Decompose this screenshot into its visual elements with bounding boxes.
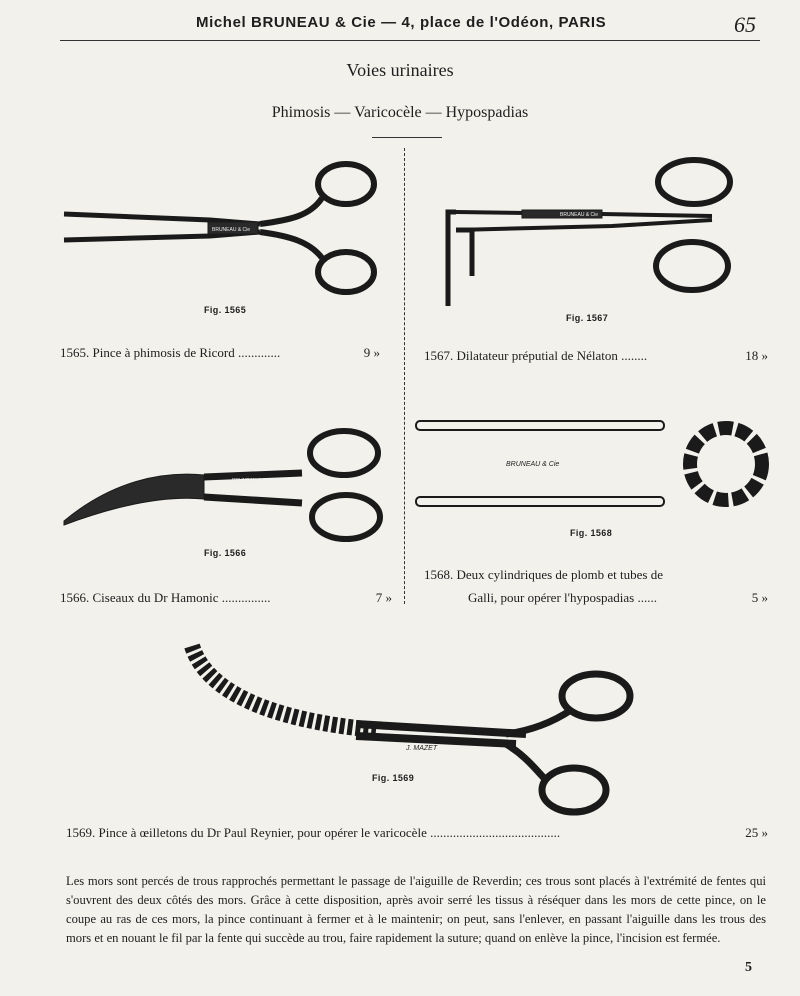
item-1567-text: 1567. Dilatateur préputial de Nélaton ........ — [424, 348, 648, 363]
fig1566-engraving: BRUNEAU & Cie — [232, 478, 271, 484]
item-1568-line2 — [468, 590, 768, 606]
fig1565-label: Fig. 1565 — [204, 305, 247, 315]
sheet-number: 5 — [745, 960, 752, 975]
fig1569-engraving: J. MAZET — [406, 745, 438, 752]
reynier-forceps-illustration — [186, 640, 636, 820]
item-1565-text: 1565. Pince à phimosis de Ricord ............. — [60, 345, 281, 360]
title-rule — [372, 137, 442, 138]
fig1567-label: Fig. 1567 — [566, 313, 609, 323]
item-1565 — [60, 345, 380, 361]
preputial-dilatator-illustration — [442, 156, 742, 306]
item-1566-price: 7 » — [375, 590, 392, 605]
fig1569-label: Fig. 1569 — [372, 773, 415, 783]
fig1568-engraving: BRUNEAU & Cie — [506, 461, 560, 468]
item-1569-price: 25 » — [745, 825, 768, 840]
page-number: 65 — [734, 12, 756, 37]
page-header — [60, 14, 760, 41]
item-1568-line1: 1568. Deux cylindriques de plomb et tubes de — [424, 567, 664, 582]
column-divider — [404, 148, 405, 604]
fig1566-label: Fig. 1566 — [204, 548, 247, 558]
item-1567-price: 18 » — [745, 348, 768, 363]
header-text: Michel BRUNEAU & Cie — 4, place de l'Odéon, PARIS — [196, 14, 607, 31]
fig1567-engraving: BRUNEAU & Cie — [560, 212, 599, 218]
section-title: Voies urinaires — [346, 60, 454, 80]
hamonic-scissors-illustration — [62, 425, 392, 545]
item-1567 — [424, 348, 768, 364]
item-1566 — [60, 590, 392, 606]
item-1568-price: 5 » — [751, 590, 768, 605]
section-subtitle: Phimosis — Varicocèle — Hypospadias — [271, 104, 529, 121]
item-1569 — [66, 825, 768, 841]
fig1565-engraving: BRUNEAU & Cie — [212, 227, 251, 233]
item-1565-price: 9 » — [363, 345, 380, 360]
fig1568-label: Fig. 1568 — [570, 528, 613, 538]
item-1566-text: 1566. Ciseaux du Dr Hamonic ............... — [60, 590, 271, 605]
item-1568-text: Galli, pour opérer l'hypospadias ...... — [468, 590, 657, 605]
phimosis-forceps-illustration — [60, 158, 390, 298]
item-1569-text: 1569. Pince à œilletons du Dr Paul Reynier, pour opérer le varicocèle ........................................ — [66, 825, 561, 840]
description-paragraph: Les mors sont percés de trous rapprochés permettant le passage de l'aiguille de Reverdin; ces trous sont placés à l'extrémité de fentes qui s'ouvrent des deux côtés des mors. Grâce à cette disposition, après avoir serré les tissus à réséquer dans les mors de cette pince, on le coupe au ras de ces mors, la pince continuant à fermer et à le maintenir; on peut, sans l'enlever, en passant l'aiguille dans les trous des mors et en nouant le fil par la fente qui succède au trou, faire rapidement la suture; quand on enlève la pince, l'incision est fermée. — [66, 874, 766, 945]
lead-cylinders-illustration — [414, 414, 774, 524]
